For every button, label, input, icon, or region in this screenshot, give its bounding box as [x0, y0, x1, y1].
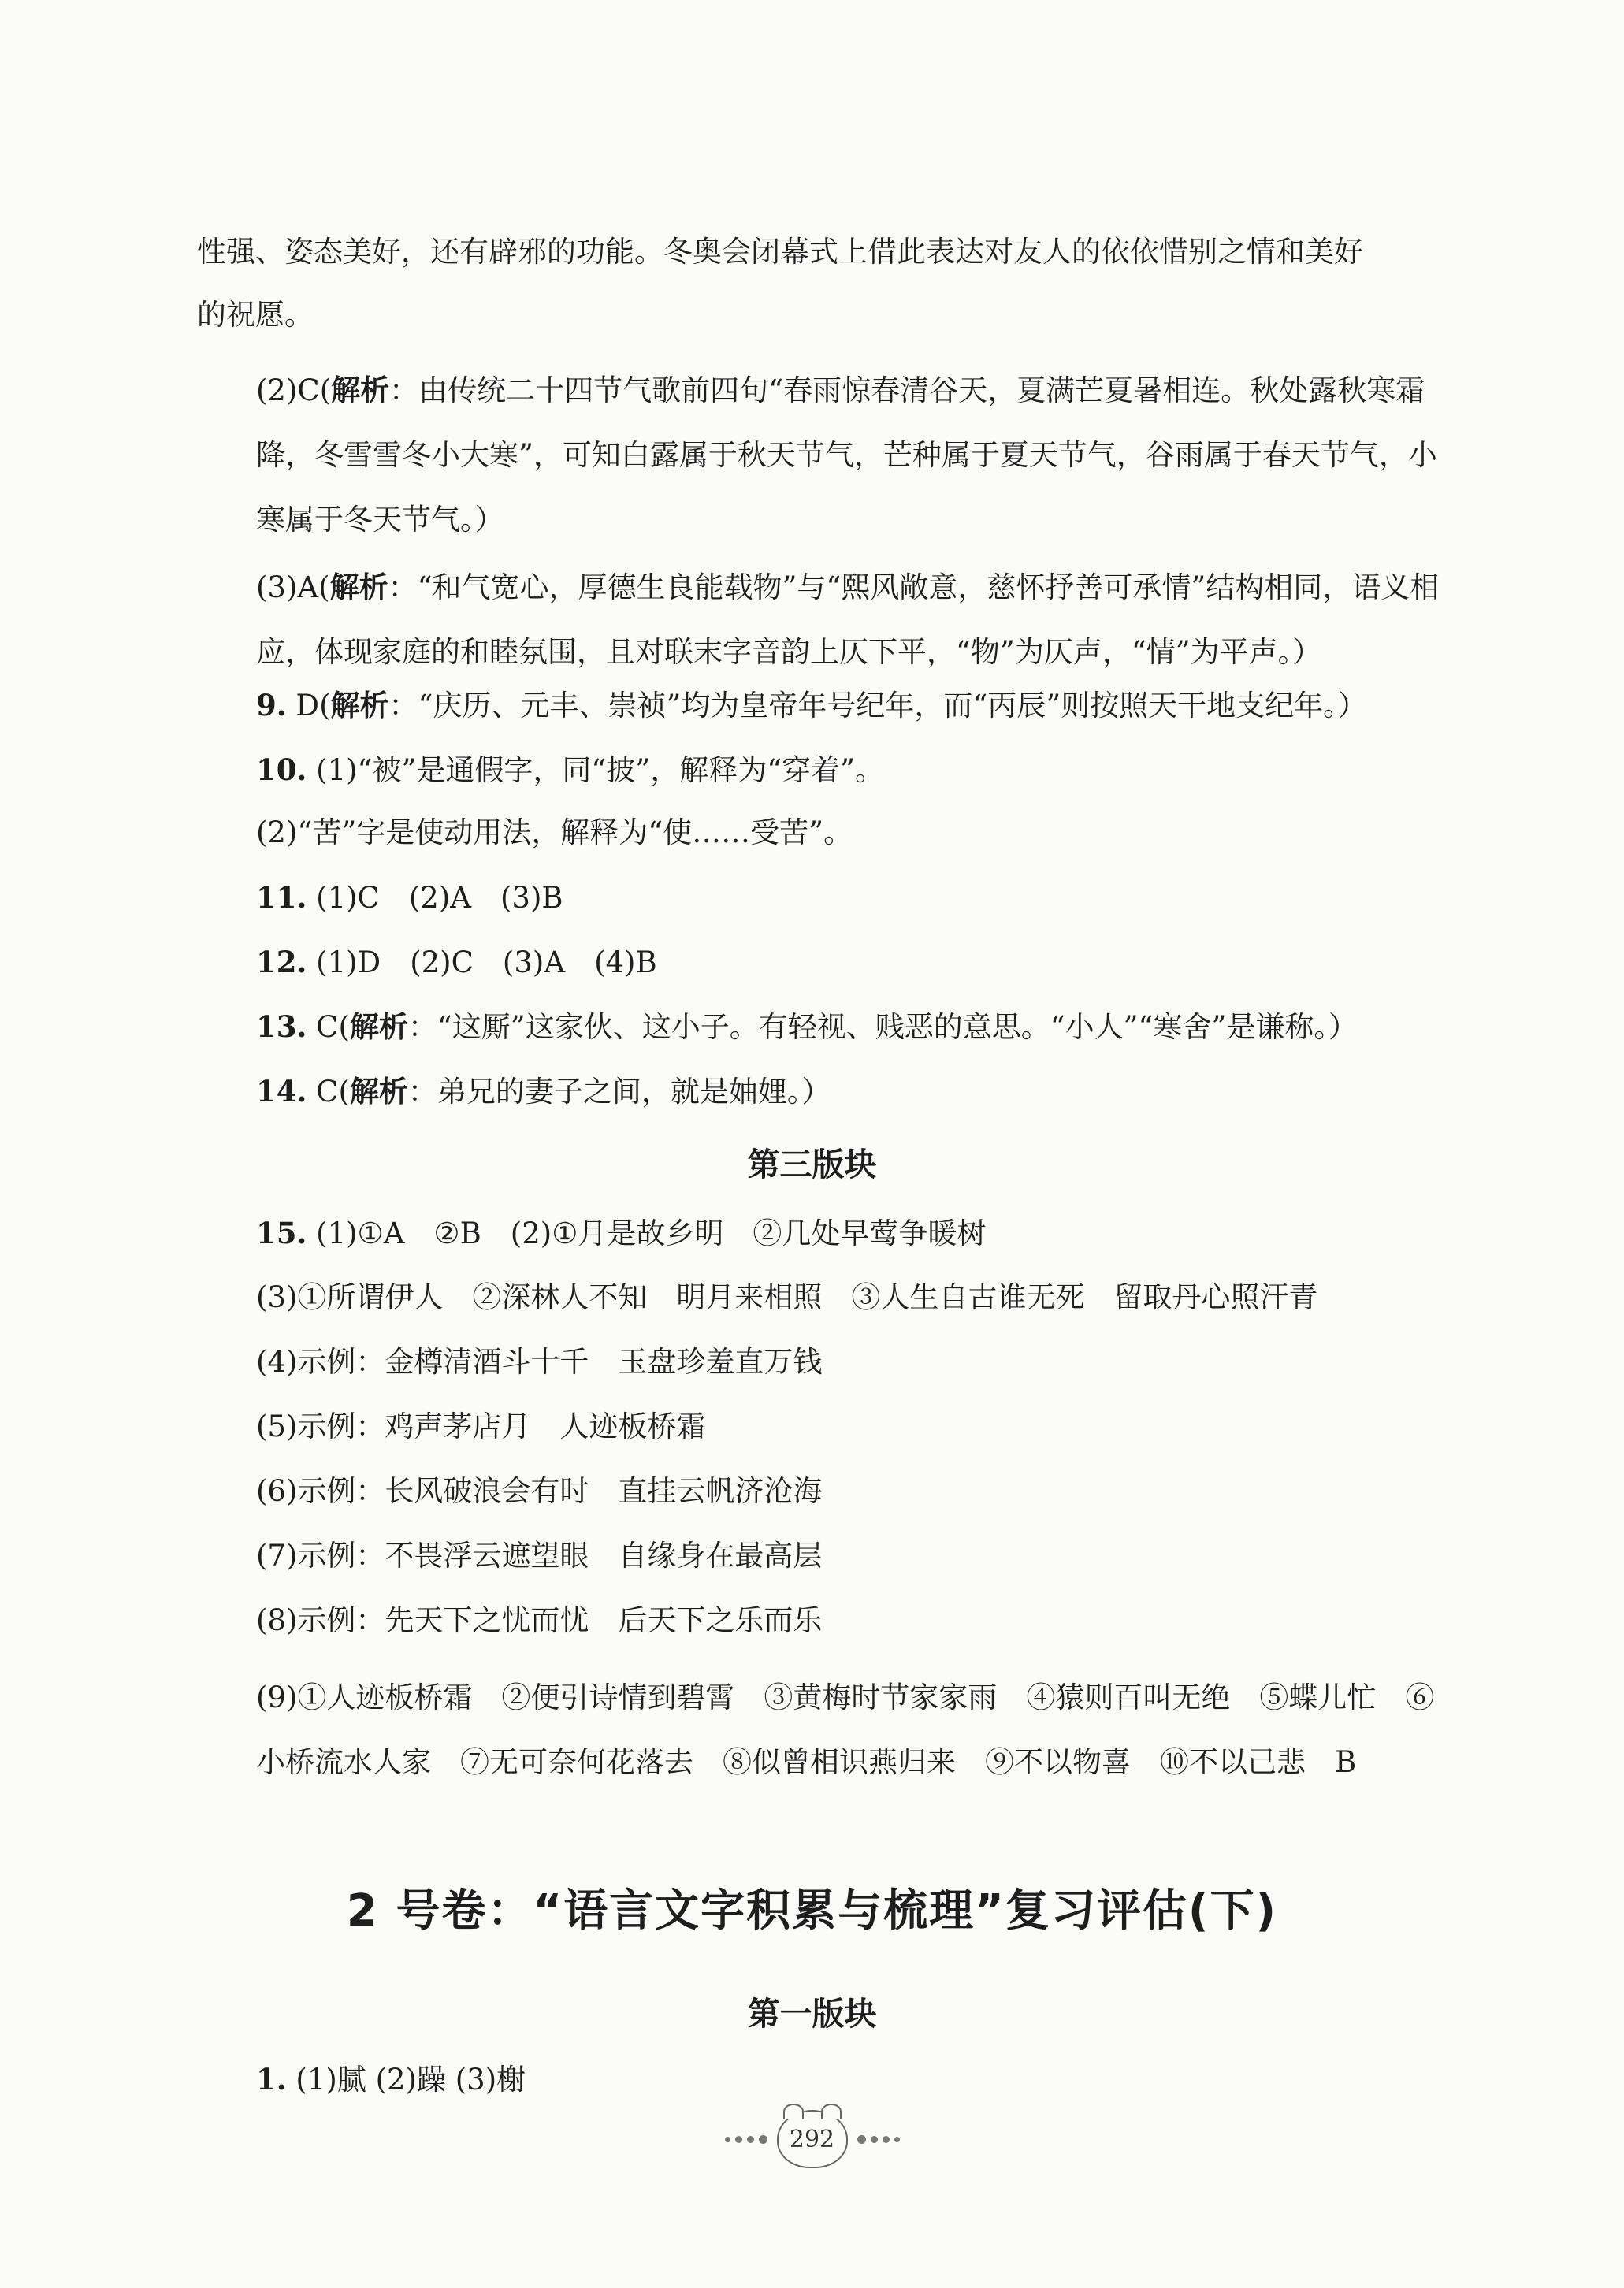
- question-number: 10.: [256, 752, 307, 787]
- dot-icon: [857, 2135, 866, 2144]
- answer-8-2-prefix: (2)C(: [256, 373, 332, 407]
- decorative-dots-left: [725, 2135, 767, 2144]
- answer-11-text: (1)C (2)A (3)B: [307, 881, 563, 915]
- dot-icon: [747, 2136, 754, 2143]
- answer-8-3-prefix: (3)A(: [256, 570, 330, 604]
- question-number: 9.: [256, 688, 287, 722]
- answer-10-2: (2)“苦”字是使动用法，解释为“使……受苦”。: [256, 815, 853, 849]
- dot-icon: [759, 2135, 767, 2144]
- paper-title: 2 号卷：“语言文字积累与梳理”复习评估(下): [346, 1885, 1278, 1937]
- answer-15-1-2-text: (1)①A ②B (2)①月是故乡明 ②几处早莺争暖树: [307, 1216, 987, 1250]
- answer-1-text: (1)腻 (2)躁 (3)榭: [286, 2063, 526, 2097]
- answer-9-prefix: D(: [286, 689, 331, 722]
- answer-8-2-text: ：由传统二十四节气歌前四句“春雨惊春清谷天，夏满芒夏暑相连。秋处露秋寒霜降，冬雪雪冬小大寒”，可知白露属于秋天节气，芒种属于夏天节气，谷雨属于春天节气，小寒属于冬天节气。）: [256, 373, 1437, 537]
- answer-14-prefix: C(: [307, 1075, 350, 1109]
- analysis-label: 解析: [330, 689, 389, 722]
- answer-14-text: ：弟兄的妻子之间，就是妯娌。）: [407, 1075, 831, 1109]
- section-heading-3: 第三版块: [747, 1146, 877, 1183]
- answer-11: [256, 878, 1446, 918]
- answer-13-prefix: C(: [307, 1010, 350, 1044]
- answer-9: [256, 685, 1446, 726]
- answer-15-6: (6)示例：长风破浪会有时 直挂云帆济沧海: [256, 1474, 823, 1508]
- dot-icon: [894, 2137, 900, 2142]
- page-footer: [0, 2104, 1624, 2175]
- question-number: 11.: [256, 880, 307, 915]
- dot-icon: [883, 2136, 890, 2143]
- question-number: 12.: [256, 945, 307, 979]
- dot-icon: [871, 2136, 878, 2143]
- answer-12-text: (1)D (2)C (3)A (4)B: [307, 945, 657, 979]
- answer-13-text: ：“这厮”这家伙、这小子。有轻视、贱恶的意思。“小人”“寒舍”是谦称。）: [407, 1010, 1358, 1044]
- answer-13: [256, 1007, 1446, 1047]
- dot-icon: [735, 2136, 742, 2143]
- ear-icon: [783, 2104, 804, 2119]
- paragraph-continuation-end: 的祝愿。: [197, 298, 314, 332]
- analysis-label: 解析: [331, 373, 390, 407]
- answer-15-7: (7)示例：不畏浮云遮望眼 自缘身在最高层: [256, 1539, 823, 1573]
- answer-15-4: (4)示例：金樽清酒斗十千 玉盘珍羞直万钱: [256, 1345, 823, 1379]
- answer-15-1-2: [256, 1213, 1446, 1254]
- answer-1: [256, 2060, 1446, 2100]
- question-number: 1.: [256, 2062, 287, 2097]
- analysis-label: 解析: [329, 570, 388, 604]
- answer-8-3: [256, 555, 1446, 685]
- question-number: 13.: [256, 1009, 307, 1044]
- paragraph-continuation: 性强、姿态美好，还有辟邪的功能。冬奥会闭幕式上借此表达对友人的依依惜别之情和美好: [197, 235, 1363, 269]
- answer-15-3: (3)①所谓伊人 ②深林人不知 明月来相照 ③人生自古谁无死 留取丹心照汗青: [256, 1280, 1318, 1314]
- answer-9-text: ：“庆历、元丰、崇祯”均为皇帝年号纪年，而“丙辰”则按照天干地支纪年。）: [388, 689, 1367, 722]
- question-number: 15.: [256, 1216, 307, 1250]
- ear-icon: [821, 2104, 842, 2119]
- dot-icon: [725, 2137, 730, 2142]
- answer-8-2: [256, 358, 1446, 552]
- answer-8-3-text: ：“和气宽心，厚德生良能载物”与“熙风敞意，慈怀抒善可承情”结构相同，语义相应，体现家庭的和睦氛围，且对联末字音韵上仄下平，“物”为仄声，“情”为平声。）: [256, 570, 1440, 669]
- answer-15-5: (5)示例：鸡声茅店月 人迹板桥霜: [256, 1410, 706, 1443]
- answer-15-9: (9)①人迹板桥霜 ②便引诗情到碧霄 ③黄梅时节家家雨 ④猿则百叫无绝 ⑤蝶儿忙 ⑥小桥流水人家 ⑦无可奈何花落去 ⑧似曾相识燕归来 ⑨不以物喜 ⑩不以己悲 B: [256, 1681, 1435, 1779]
- analysis-label: 解析: [349, 1075, 408, 1109]
- page-number: 292: [789, 2125, 835, 2153]
- answer-14: [256, 1072, 1446, 1112]
- page-number-badge: [777, 2110, 848, 2168]
- answer-12: [256, 942, 1446, 982]
- decorative-dots-right: [857, 2135, 900, 2144]
- question-number: 14.: [256, 1074, 307, 1109]
- answer-15-8: (8)示例：先天下之忧而忧 后天下之乐而乐: [256, 1603, 823, 1637]
- answer-10-1: [256, 750, 1446, 790]
- section-heading-1: 第一版块: [747, 1995, 877, 2033]
- analysis-label: 解析: [349, 1010, 408, 1044]
- answer-10-1-text: (1)“被”是通假字，同“披”，解释为“穿着”。: [307, 753, 885, 787]
